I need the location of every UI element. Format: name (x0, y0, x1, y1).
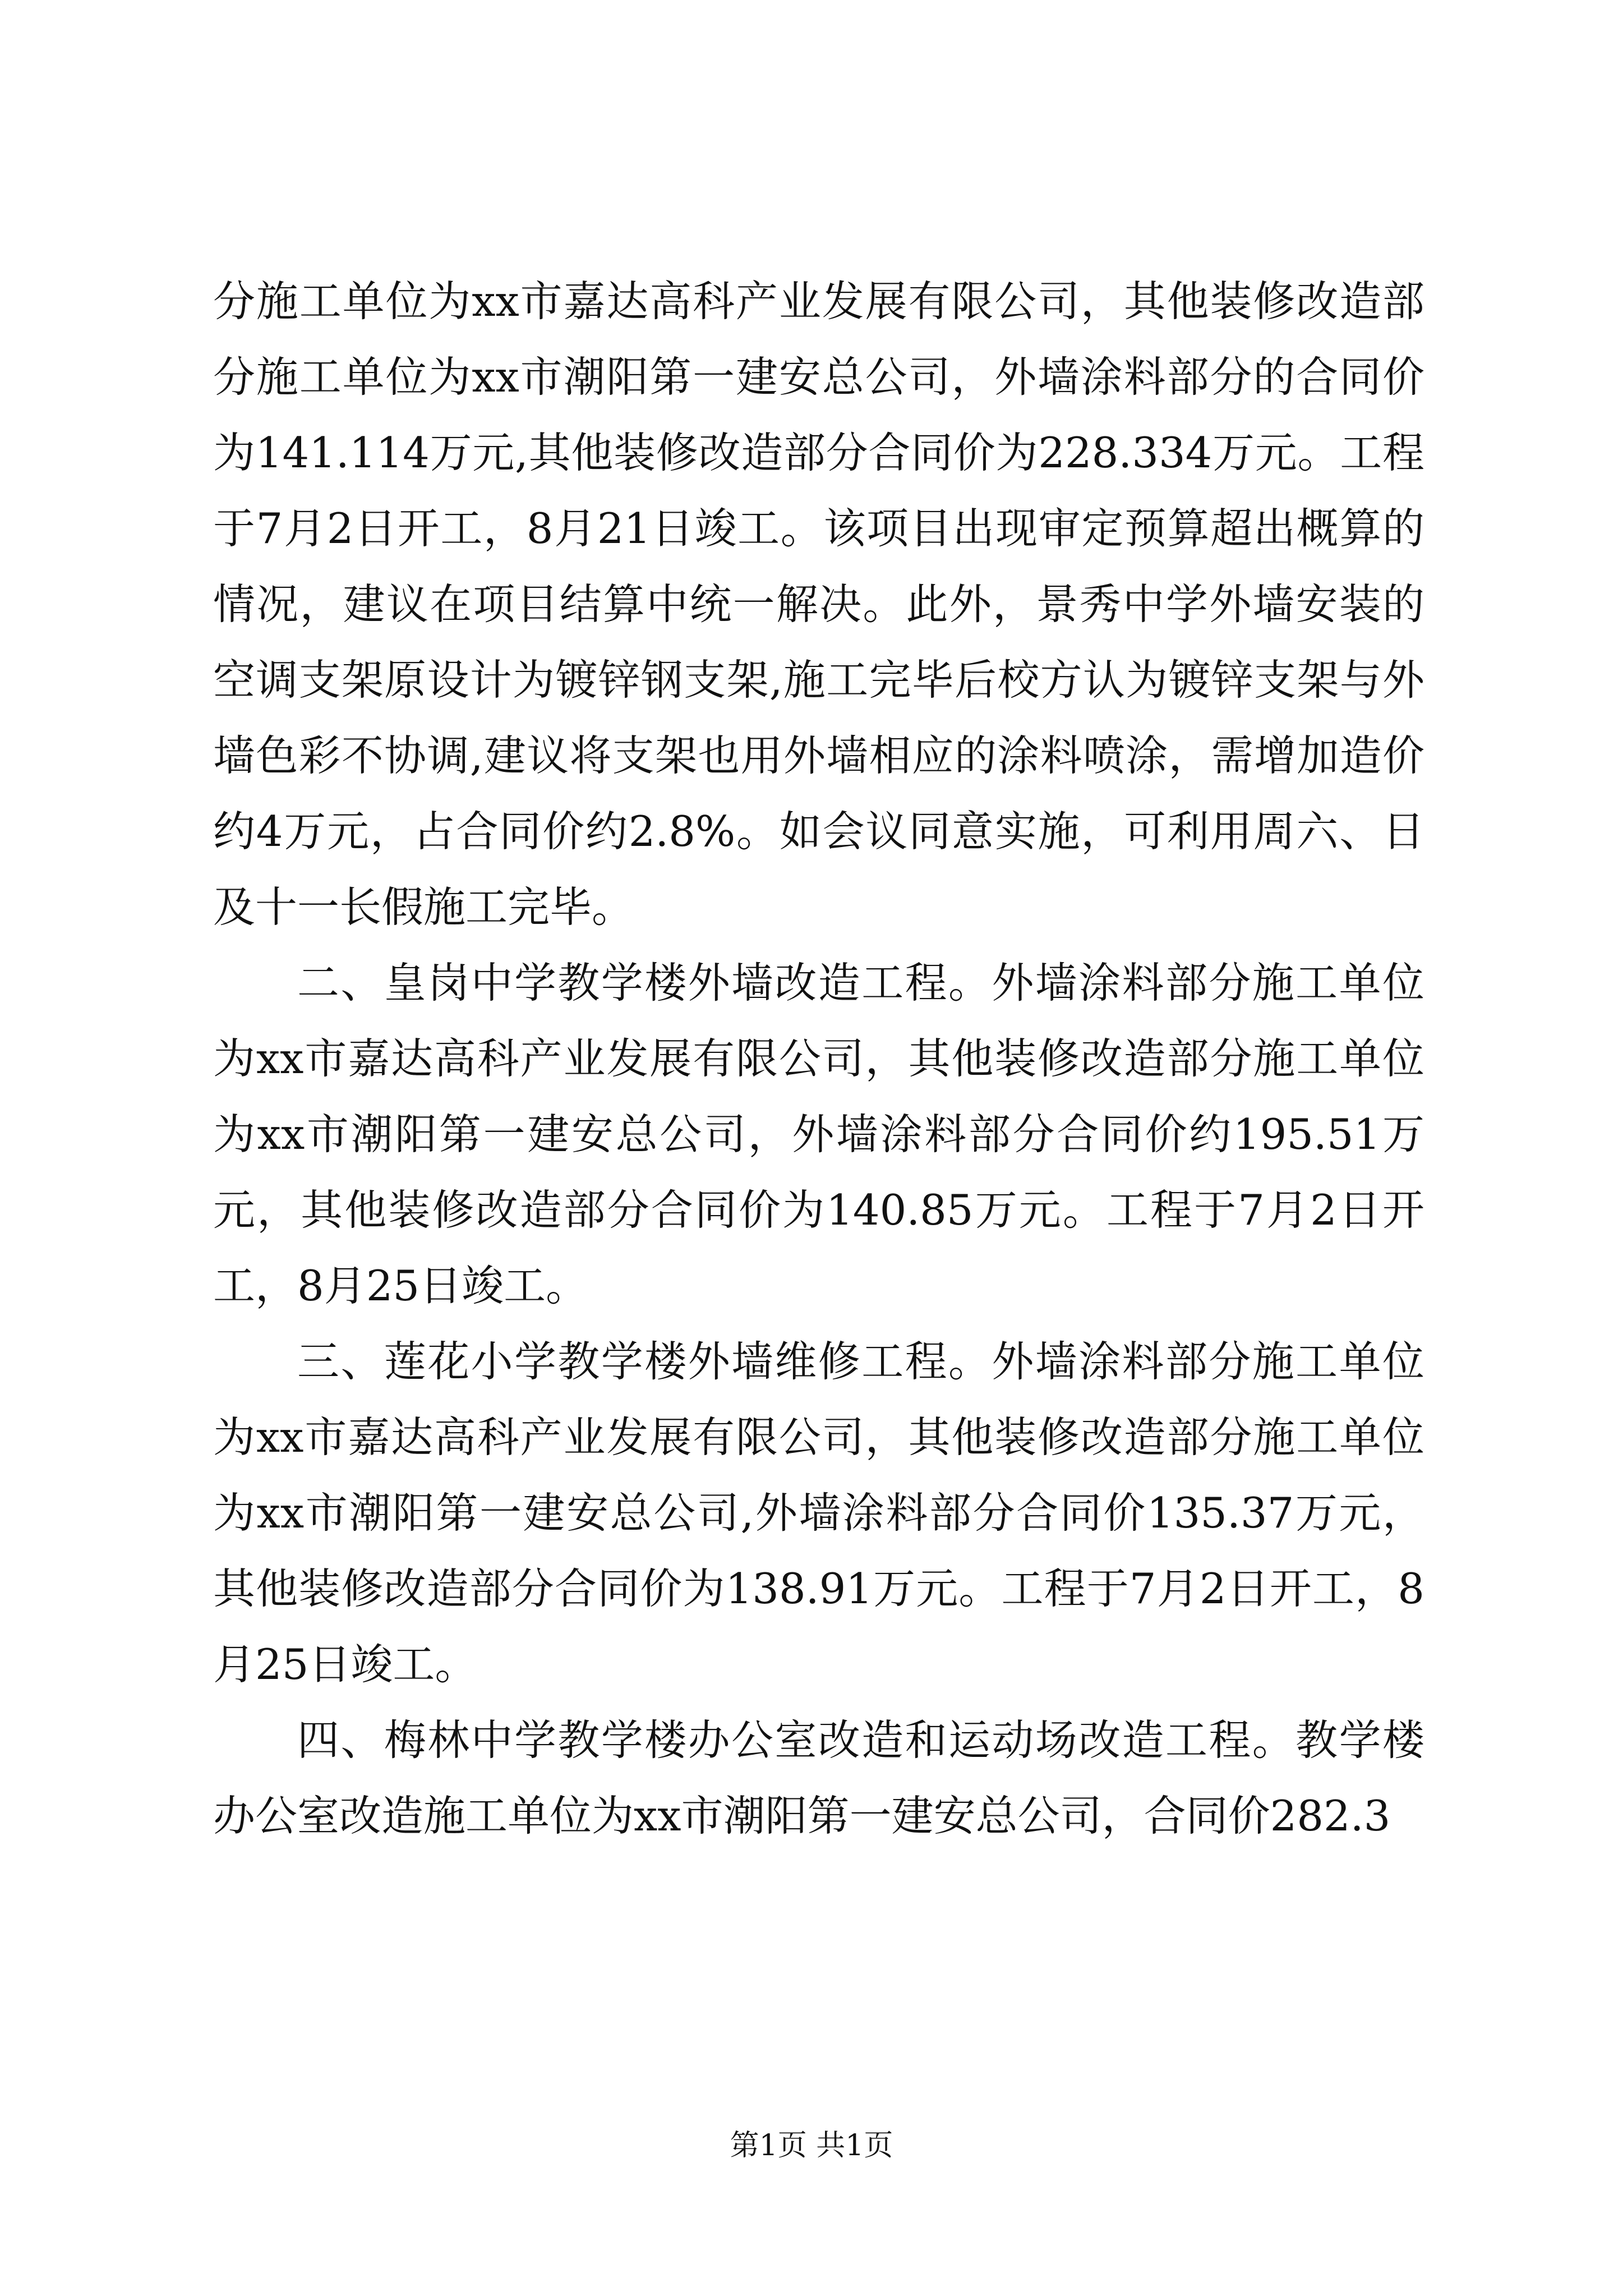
document-body (213, 264, 1424, 1854)
paragraph-continuation: 分施工单位为xx市嘉达高科产业发展有限公司，其他装修改造部分施工单位为xx市潮阳第一建安总公司，外墙涂料部分的合同价为141.114万元,其他装修改造部分合同价为228.334万元。工程于7月2日开工，8月21日竣工。该项目出现审定预算超出概算的情况，建议在项目结算中统一解决。此外，景秀中学外墙安装的空调支架原设计为镀锌钢支架,施工完毕后校方认为镀锌支架与外墙色彩不协调,建议将支架也用外墙相应的涂料喷涂，需增加造价约4万元，占合同价约2.8%。如会议同意实施，可利用周六、日及十一长假施工完毕。 (213, 277, 1424, 932)
paragraph-section-4: 四、梅林中学教学楼办公室改造和运动场改造工程。教学楼办公室改造施工单位为xx市潮阳第一建安总公司，合同价282.3 (213, 1715, 1424, 1841)
paragraph-section-3: 三、莲花小学教学楼外墙维修工程。外墙涂料部分施工单位为xx市嘉达高科产业发展有限公司，其他装修改造部分施工单位为xx市潮阳第一建安总公司,外墙涂料部分合同价135.37万元，其他装修改造部分合同价为138.91万元。工程于7月2日开工，8月25日竣工。 (213, 1337, 1424, 1689)
paragraph-section-2: 二、皇岗中学教学楼外墙改造工程。外墙涂料部分施工单位为xx市嘉达高科产业发展有限公司，其他装修改造部分施工单位为xx市潮阳第一建安总公司，外墙涂料部分合同价约195.51万元，其他装修改造部分合同价为140.85万元。工程于7月2日开工，8月25日竣工。 (213, 958, 1424, 1310)
page-footer: 第1页 共1页 (730, 2129, 893, 2162)
